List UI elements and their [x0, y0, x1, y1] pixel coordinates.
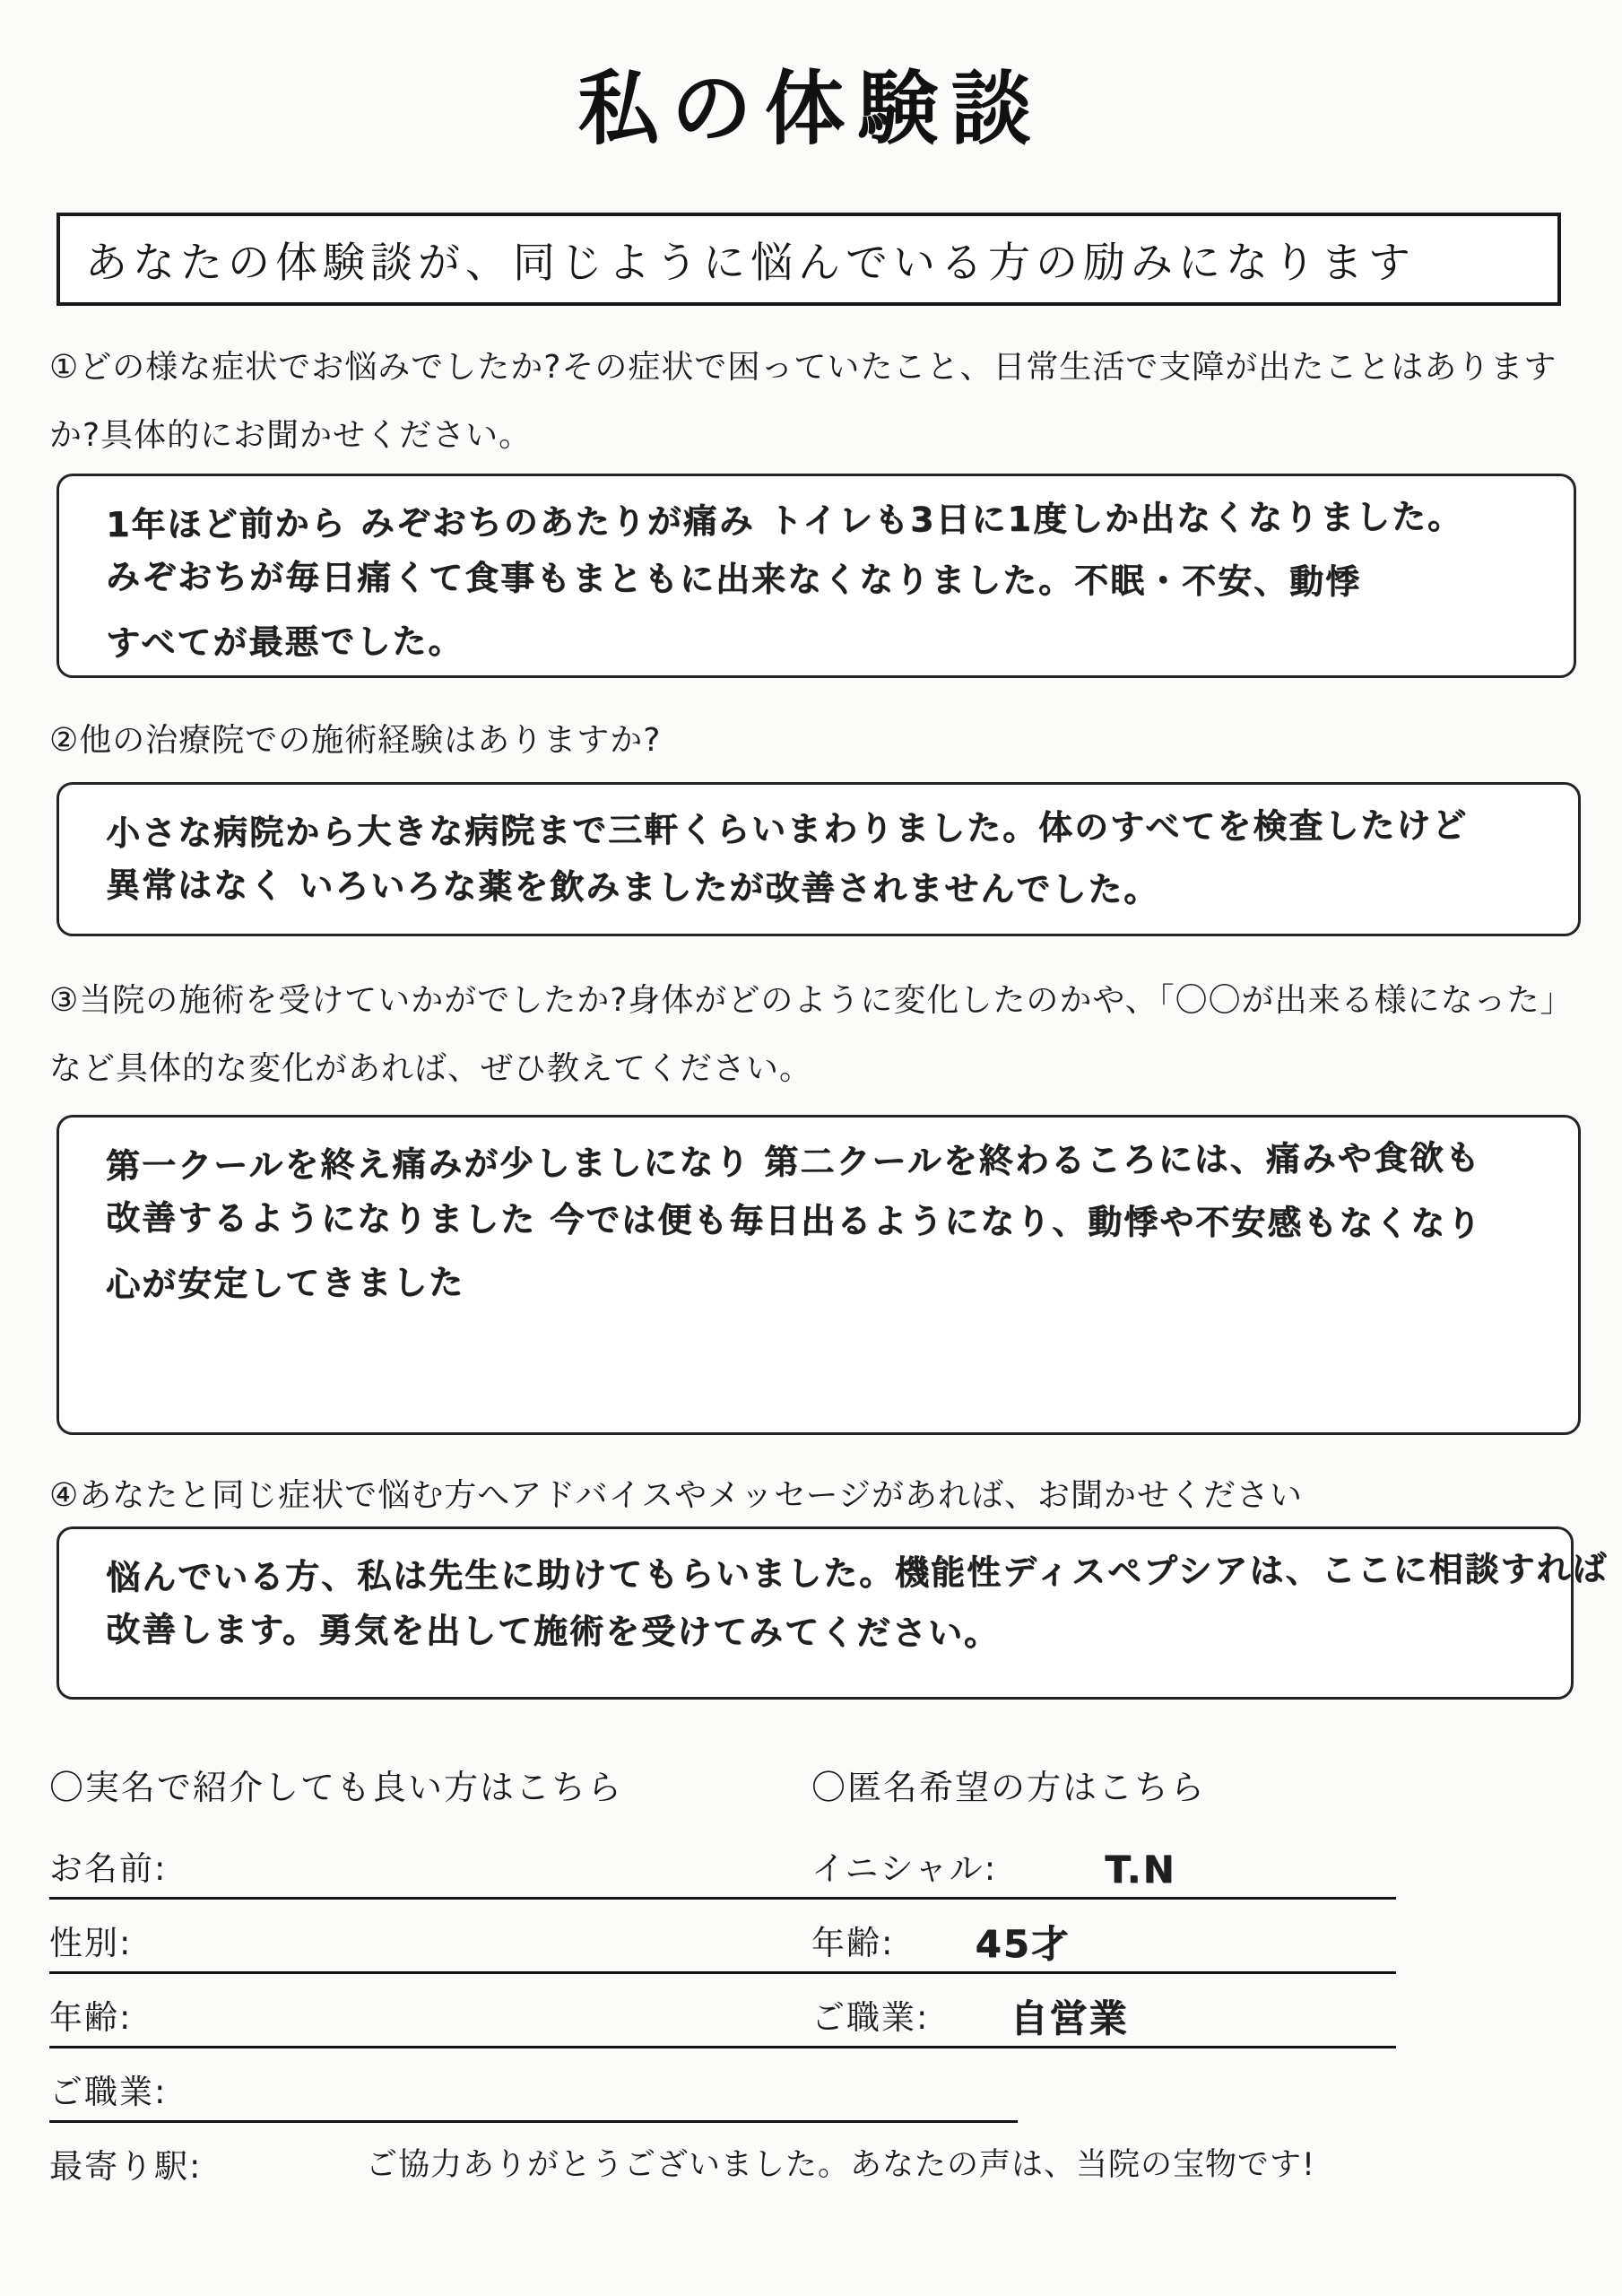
anon-occupation-field-label: ご職業:: [811, 1998, 930, 2037]
handwritten-answer-1-line-3: すべてが最悪でした。: [105, 621, 464, 663]
handwritten-answer-2-line-1: 小さな病院から大きな病院まで三軒くらいまわりました。体のすべてを検査したけど: [105, 804, 1469, 853]
nearest-station-field-label: 最寄り駅:: [49, 2147, 203, 2186]
handwritten-answer-1-line-2: みぞおちが毎日痛くて食事もまともに出来なくなりました。不眠・不安、動悸: [105, 556, 1362, 602]
occupation-field-row: [49, 2048, 1018, 2123]
answer-box-3: [56, 1115, 1581, 1435]
anon-age-field-value: 45才: [975, 1922, 1071, 1966]
initials-field-label: イニシャル:: [811, 1849, 998, 1888]
question-2-label: ②他の治療院での施術経験はありますか?: [49, 722, 662, 759]
handwritten-answer-3-line-1: 第一クールを終え痛みが少しましになり 第二クールを終わるころには、痛みや食欲も: [105, 1137, 1481, 1186]
anonymous-section: [811, 1760, 1396, 2048]
handwritten-answer-3-line-3: 心が安定してきました: [105, 1262, 465, 1304]
handwritten-answer-4-line-2: 改善します。勇気を出して施術を受けてみてください。: [105, 1609, 1001, 1653]
anon-age-field-label: 年齢:: [811, 1924, 895, 1962]
question-1-label: ①どの様な症状でお悩みでしたか?その症状で困っていたこと、日常生活で支障が出たことはありますか?具体的にお聞かせください。: [49, 349, 1557, 454]
realname-section-heading: 〇実名で紹介しても良い方はこちら: [49, 1768, 624, 1807]
page-title: 私の体験談: [577, 62, 1045, 156]
answer-box-4: [56, 1526, 1609, 1700]
occupation-field-label: ご職業:: [49, 2073, 168, 2111]
question-3-label: ③当院の施術を受けていかがでしたか?身体がどのように変化したのかや、「〇〇が出来る様になった」など具体的な変化があれば、ぜひ教えてください。: [49, 982, 1574, 1087]
age-field-label: 年齢:: [49, 1998, 133, 2037]
anon-occupation-field-row: [811, 1974, 1396, 2048]
handwritten-answer-1-line-1: 1年ほど前から みぞおちのあたりが痛み トイレも3日に1度しか出なくなりました。: [105, 496, 1464, 544]
question-4-label: ④あなたと同じ症状で悩む方へアドバイスやメッセージがあれば、お聞かせください: [49, 1477, 1303, 1514]
answer-box-1: [56, 474, 1576, 678]
thank-you-note: ご協力ありがとうございました。あなたの声は、当院の宝物です!: [366, 2147, 1316, 2183]
gender-field-label: 性別:: [49, 1924, 133, 1962]
banner-text: あなたの体験談が、同じように悩んでいる方の励みになります: [85, 238, 1416, 288]
handwritten-answer-4-line-1: 悩んでいる方、私は先生に助けてもらいました。機能性ディスペプシアは、ここに相談すれば: [105, 1548, 1609, 1597]
answer-box-2: [56, 782, 1581, 936]
handwritten-answer-3-line-2: 改善するようになりました 今では便も毎日出るようになり、動悸や不安感もなくなり: [105, 1197, 1483, 1244]
initials-field-value: T.N: [1105, 1848, 1176, 1892]
name-field-label: お名前:: [49, 1849, 168, 1888]
anon-occupation-field-value: 自営業: [1010, 1996, 1129, 2040]
anon-age-field-row: [811, 1900, 1396, 1974]
initials-field-row: [811, 1825, 1396, 1900]
handwritten-answer-2-line-2: 異常はなく いろいろな薬を飲みましたが改善されませんでした。: [105, 865, 1160, 909]
anonymous-section-heading: 〇匿名希望の方はこちら: [811, 1768, 1207, 1807]
encouragement-banner: [56, 213, 1561, 306]
